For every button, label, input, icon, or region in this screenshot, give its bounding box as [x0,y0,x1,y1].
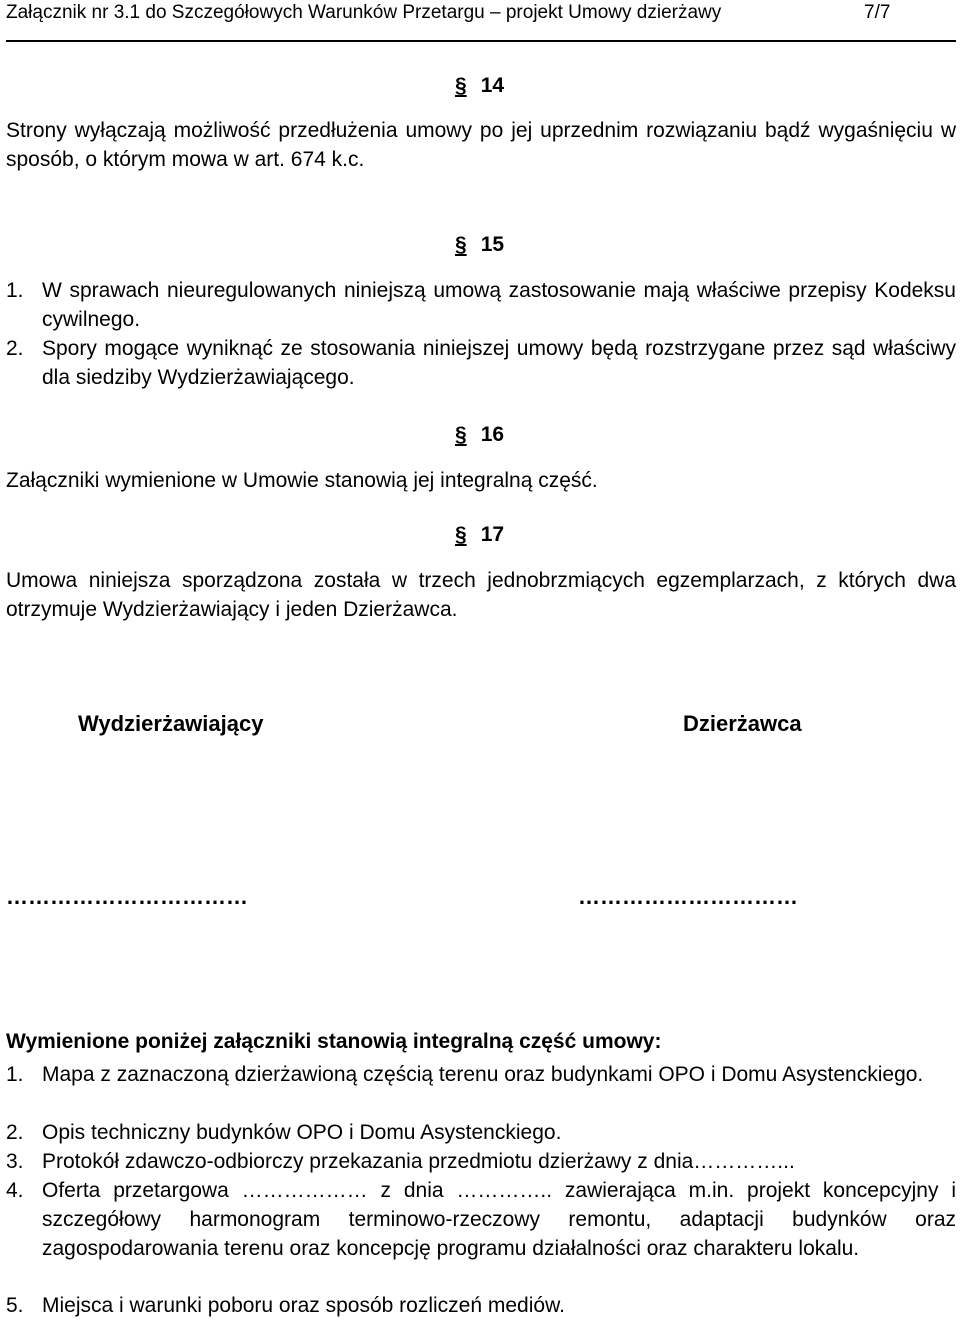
section-number: 15 [480,233,505,256]
item-text: Oferta przetargowa ……………… z dnia ………….. zawierająca m.in. projekt koncepcyjny i szczegółowy harmonogram terminowo-rzeczowy remontu, adaptacji budynków oraz zagospodarowania terenu oraz koncepcję programu działalności oraz charakteru lokalu. [42,1179,956,1260]
attachment-item [6,1118,956,1147]
item-number: 4. [6,1179,24,1202]
section-15-heading [455,233,504,257]
section-17-text: Umowa niniejsza sporządzona została w trzech jednobrzmiących egzemplarzach, z których dwa otrzymuje Wydzierżawiający i jeden Dzierżawca. [6,569,956,621]
attachments-heading: Wymienione poniżej załączniki stanowią integralną część umowy: [6,1030,662,1053]
page-header [6,0,956,42]
section-sign-icon: § [455,523,467,546]
section-15-item [6,276,956,334]
item-number: 5. [6,1294,24,1317]
item-number: 1. [6,279,24,302]
item-text: Spory mogące wyniknąć ze stosowania niniejszej umowy będą rozstrzygane przez sąd właściwy dla siedziby Wydzierżawiającego. [42,337,956,389]
item-number: 2. [6,337,24,360]
section-17-heading [455,523,504,547]
attachment-item [6,1176,956,1292]
section-sign-icon: § [455,74,467,97]
item-text: Protokół zdawczo-odbiorczy przekazania przedmiotu dzierżawy z dnia…………... [42,1150,795,1173]
section-number: 17 [480,523,505,546]
item-text: W sprawach nieuregulowanych niniejszą umową zastosowanie mają właściwe przepisy Kodeksu cywilnego. [42,279,956,331]
signature-label-lessor: Wydzierżawiający [78,711,264,736]
signature-line-lessee: ………………………… [578,884,798,909]
item-text: Mapa z zaznaczoną dzierżawioną częścią terenu oraz budynkami OPO i Domu Asystenckiego. [42,1063,924,1086]
section-number: 14 [480,74,505,97]
section-16-text: Załączniki wymienione w Umowie stanowią jej integralną część. [6,469,598,492]
section-14-text: Strony wyłączają możliwość przedłużenia umowy po jej uprzednim rozwiązaniu bądź wygaśnięciu w sposób, o którym mowa w art. 674 k.c. [6,119,956,171]
attachment-item [6,1291,956,1320]
section-sign-icon: § [455,423,467,446]
section-14-heading [455,74,504,98]
section-number: 16 [480,423,505,446]
item-number: 1. [6,1063,24,1086]
signature-line-lessor: …………………………… [6,884,248,909]
section-15-item [6,334,956,392]
page-number: 7/7 [864,2,891,23]
header-title: Załącznik nr 3.1 do Szczegółowych Warunków Przetargu – projekt Umowy dzierżawy [6,2,722,23]
item-text: Miejsca i warunki poboru oraz sposób rozliczeń mediów. [42,1294,565,1317]
item-text: Opis techniczny budynków OPO i Domu Asystenckiego. [42,1121,562,1144]
item-number: 2. [6,1121,24,1144]
section-sign-icon: § [455,233,467,256]
attachment-item [6,1147,956,1176]
attachment-item [6,1060,956,1118]
item-number: 3. [6,1150,24,1173]
signature-label-lessee: Dzierżawca [683,711,802,736]
section-16-heading [455,423,504,447]
